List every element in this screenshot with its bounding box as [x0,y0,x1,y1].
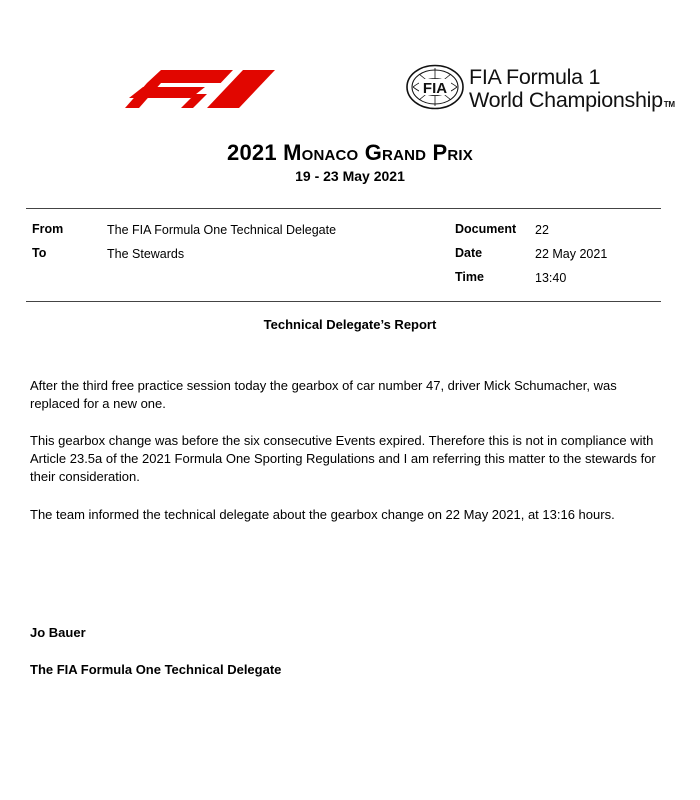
from-value: The FIA Formula One Technical Delegate [107,223,337,237]
to-label: To [32,246,47,260]
event-title: 2021 Monaco Grand Prix [227,140,473,165]
time-label: Time [455,270,484,284]
org-line-1: FIA Formula 1 [469,65,601,89]
report-paragraph-2: This gearbox change was before the six consecutive Events expired. Therefore this is not in compliance with Article 23.5a of the 2021 Formula One Sporting Regulations and I am referring this matter to the stewards for their consideration. [30,433,656,484]
date-label: Date [455,246,483,260]
header-logo [125,64,675,114]
divider-bottom [26,301,661,302]
report-paragraph-3: The team informed the technical delegate about the gearbox change on 22 May 2021, at 13:16 hours. [30,507,615,522]
trademark-mark: TM [663,100,675,109]
championship-name [469,66,700,116]
from-label: From [32,222,64,236]
date-value: 22 May 2021 [535,247,608,261]
fia-seal-icon [405,64,465,110]
report-title: Technical Delegate’s Report [263,317,437,332]
signatory-role: The FIA Formula One Technical Delegate [30,662,282,677]
divider-top [26,208,661,209]
f1-logo-icon [125,68,275,108]
svg-text:FIA: FIA [422,80,448,97]
to-value: The Stewards [107,247,185,261]
time-value: 13:40 [535,271,567,285]
report-paragraph-1: After the third free practice session today the gearbox of car number 47, driver Mick Schumacher, was replaced for a new one. [30,378,617,411]
signatory-name: Jo Bauer [30,625,86,640]
document-value: 22 [535,223,549,237]
event-dates: 19 - 23 May 2021 [295,168,405,184]
document-label: Document [455,222,517,236]
org-line-2: World ChampionshipTM [469,88,675,112]
